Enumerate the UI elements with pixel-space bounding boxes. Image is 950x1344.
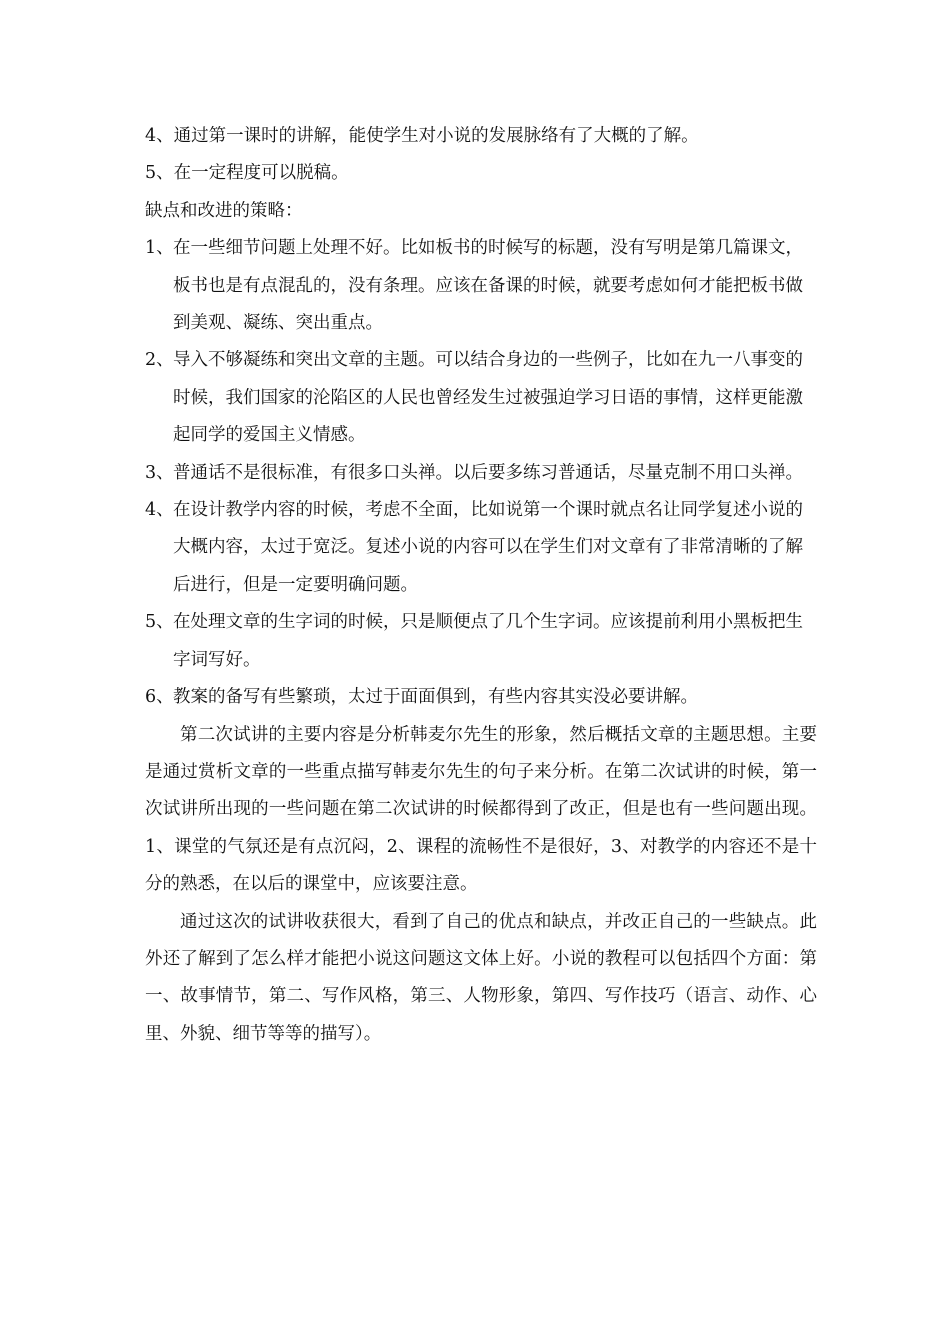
list-text: 在一些细节问题上处理不好。比如板书的时候写的标题，没有写明是第几篇课文，板书也是有点混乱的，没有条理。应该在备课的时候，就要考虑如何才能把板书做到美观、凝练、突出重点。 [173, 238, 803, 334]
shortcomings-heading: 缺点和改进的策略： [145, 200, 303, 221]
list-text: 在设计教学内容的时候，考虑不全面，比如说第一个课时就点名让同学复述小说的大概内容，太过于宽泛。复述小说的内容可以在学生们对文章有了非常清晰的了解后进行，但是一定要明确问题。 [173, 500, 803, 595]
list-number: 1、 [145, 238, 174, 259]
paragraph-summary: 通过这次的试讲收获很大，看到了自己的优点和缺点，并改正自己的一些缺点。此外还了解到了怎么样才能把小说这问题这文体上好。小说的教程可以包括四个方面：第一、故事情节，第二、写作风格，第三、人物形象，第四、写作技巧（语言、动作、心里、外貌、细节等等的描写）。 [145, 911, 817, 1044]
shortcoming-item-3 [145, 455, 817, 492]
shortcomings-list [145, 230, 817, 716]
list-text: 导入不够凝练和突出文章的主题。可以结合身边的一些例子，比如在九一八事变的时候，我们国家的沦陷区的人民也曾经发生过被强迫学习日语的事情，这样更能激起同学的爱国主义情感。 [173, 350, 803, 446]
list-text: 教案的备写有些繁琐，太过于面面俱到，有些内容其实没必要讲解。 [173, 687, 698, 708]
shortcoming-item-2 [145, 342, 817, 454]
shortcoming-item-1 [145, 230, 817, 342]
document-page [145, 118, 817, 1053]
list-number: 4、 [145, 500, 174, 521]
list-number: 3、 [145, 462, 174, 483]
shortcoming-item-4 [145, 492, 817, 604]
shortcoming-item-5 [145, 604, 817, 679]
list-number: 6、 [145, 687, 174, 708]
list-number: 5、 [145, 612, 174, 633]
list-text: 普通话不是很标准，有很多口头禅。以后要多练习普通话，尽量克制不用口头禅。 [173, 462, 803, 483]
shortcoming-item-6 [145, 679, 817, 716]
advantage-item-5: 5、在一定程度可以脱稿。 [145, 163, 349, 184]
paragraph-second-trial: 第二次试讲的主要内容是分析韩麦尔先生的形象，然后概括文章的主题思想。主要是通过赏析文章的一些重点描写韩麦尔先生的句子来分析。在第二次试讲的时候，第一次试讲所出现的一些问题在第二次试讲的时候都得到了改正，但是也有一些问题出现。1、课堂的气氛还是有点沉闷，2、课程的流畅性不是很好，3、对教学的内容还不是十分的熟悉，在以后的课堂中，应该要注意。 [145, 724, 817, 895]
list-number: 2、 [145, 350, 174, 371]
advantage-item-4: 4、通过第一课时的讲解，能使学生对小说的发展脉络有了大概的了解。 [145, 126, 699, 146]
list-text: 在处理文章的生字词的时候，只是顺便点了几个生字词。应该提前利用小黑板把生字词写好。 [173, 612, 803, 670]
